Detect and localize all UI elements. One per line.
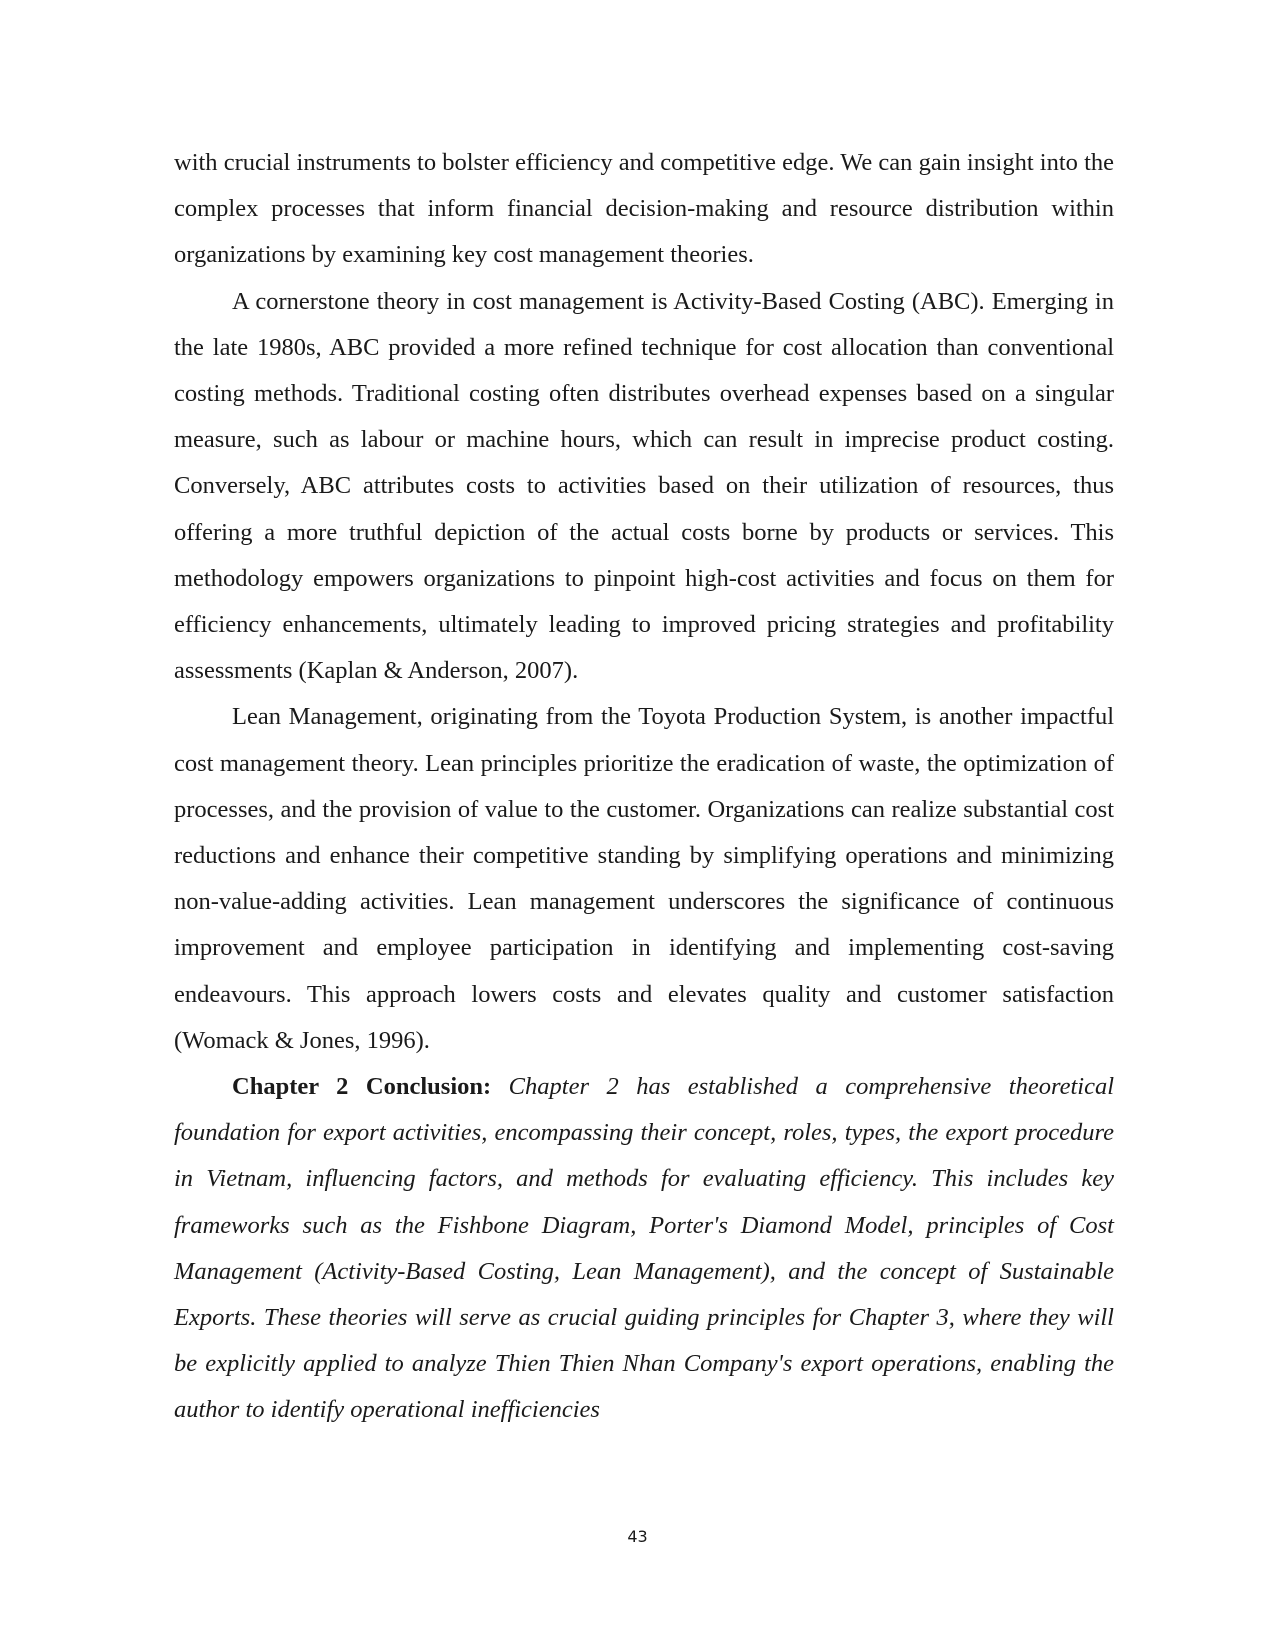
document-body <box>174 140 1114 1434</box>
paragraph-lean-management: Lean Management, originating from the Toyota Production System, is another impactful cost management theory. Lean principles prioritize the eradication of waste, the optimization of processes, and the provision of value to the customer. Organizations can realize substantial cost reductions and enhance their competitive standing by simplifying operations and minimizing non-value-adding activities. Lean management underscores the significance of continuous improvement and employee participation in identifying and implementing cost-saving endeavours. This approach lowers costs and elevates quality and customer satisfaction (Womack & Jones, 1996). <box>174 703 1114 1054</box>
paragraph-cost-management-intro: with crucial instruments to bolster efficiency and competitive edge. We can gain insight into the complex processes that inform financial decision-making and resource distribution within organizations by examining key cost management theories. <box>174 149 1114 269</box>
page-number: 43 <box>627 1527 648 1546</box>
paragraph-activity-based-costing: A cornerstone theory in cost management is Activity-Based Costing (ABC). Emerging in the late 1980s, ABC provided a more refined technique for cost allocation than conventional costing methods. Traditional costing often distributes overhead expenses based on a singular measure, such as labour or machine hours, which can result in imprecise product costing. Conversely, ABC attributes costs to activities based on their utilization of resources, thus offering a more truthful depiction of the actual costs borne by products or services. This methodology empowers organizations to pinpoint high-cost activities and focus on them for efficiency enhancements, ultimately leading to improved pricing strategies and profitability assessments (Kaplan & Anderson, 2007). <box>174 287 1114 685</box>
conclusion-heading: Chapter 2 Conclusion: <box>232 1073 492 1101</box>
paragraph-chapter-conclusion <box>174 1064 1114 1434</box>
conclusion-text: Chapter 2 has established a comprehensive theoretical foundation for export activities, encompassing their concept, roles, types, the export procedure in Vietnam, influencing factors, and methods for evaluating efficiency. This includes key frameworks such as the Fishbone Diagram, Porter's Diamond Model, principles of Cost Management (Activity-Based Costing, Lean Management), and the concept of Sustainable Exports. These theories will serve as crucial guiding principles for Chapter 3, where they will be explicitly applied to analyze Thien Thien Nhan Company's export operations, enabling the author to identify operational inefficiencies <box>174 1073 1114 1424</box>
